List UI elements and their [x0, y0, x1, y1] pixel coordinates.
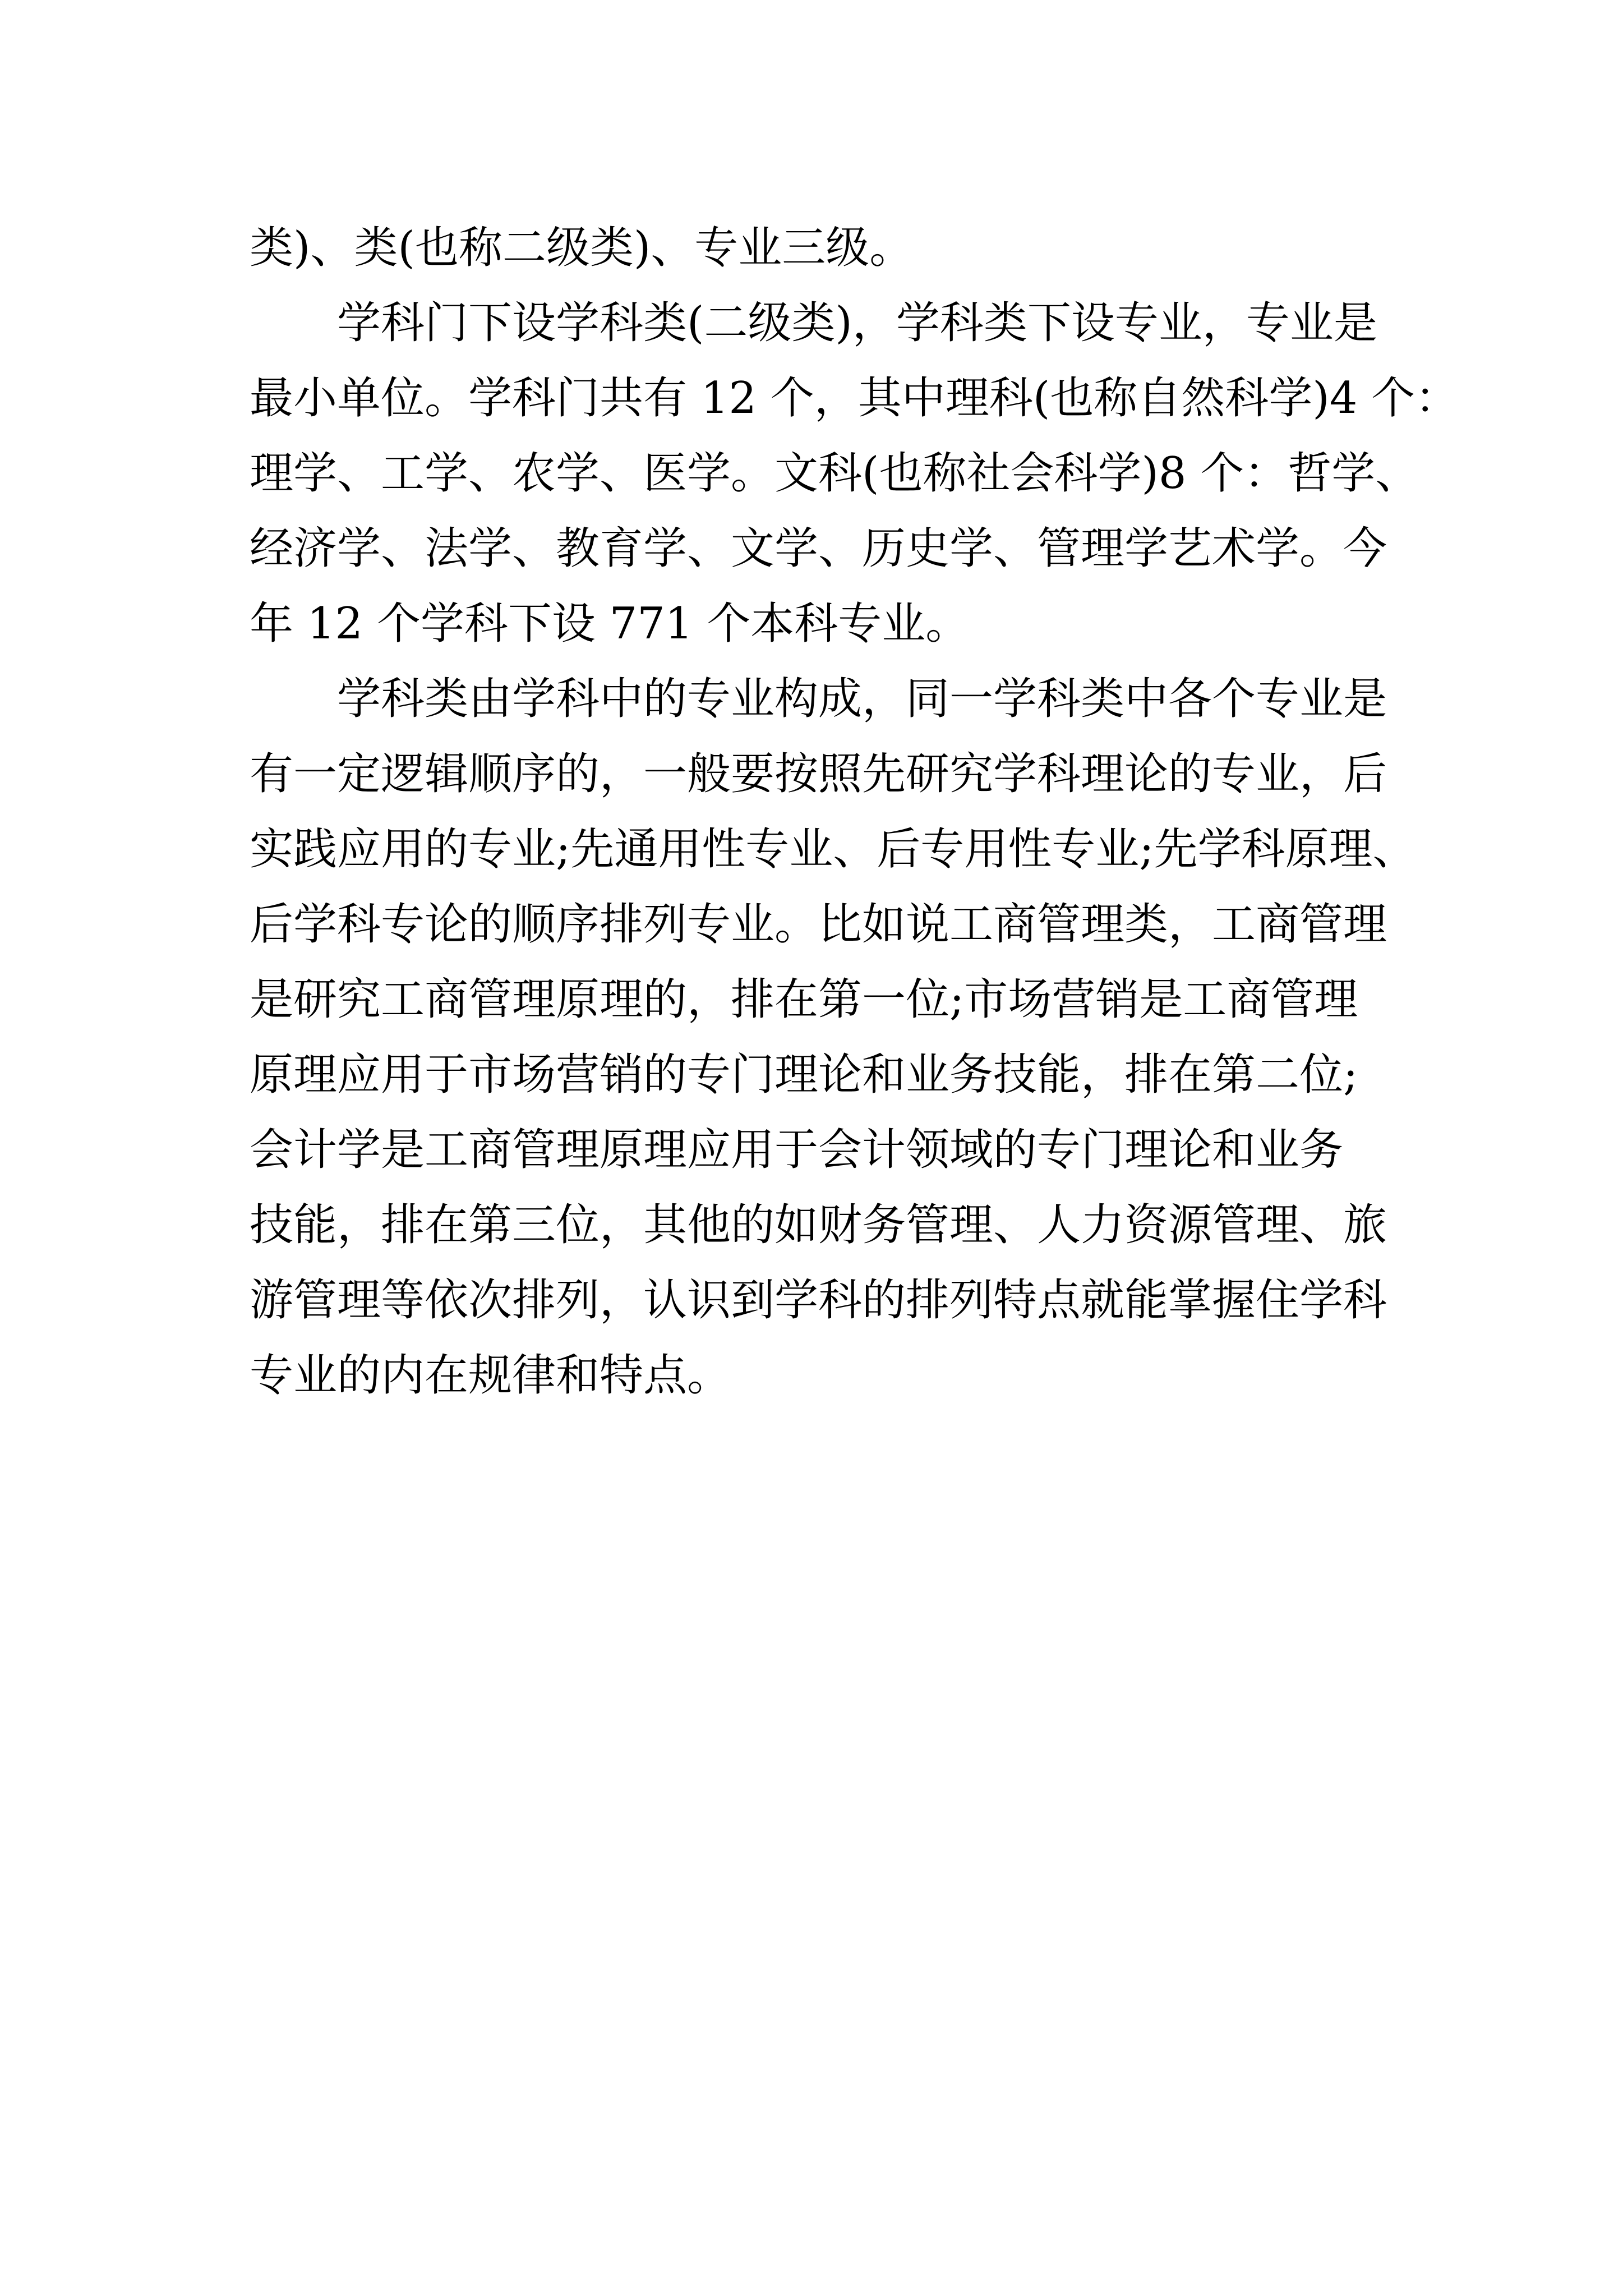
text-line: 有一定逻辑顺序的，一般要按照先研究学科理论的专业，后 [250, 749, 1387, 799]
text-line: 技能，排在第三位，其他的如财务管理、人力资源管理、旅 [250, 1200, 1387, 1250]
text-line: 专业的内在规律和特点。 [250, 1350, 731, 1401]
paragraph-first-line: 学科门下设学科类(二级类)，学科类下设专业，专业是 [337, 298, 1377, 348]
text-line: 原理应用于市场营销的专门理论和业务技能，排在第二位; [250, 1050, 1358, 1100]
text-line: 游管理等依次排列，认识到学科的排列特点就能掌握住学科 [250, 1275, 1387, 1326]
text-line: 后学科专论的顺序排列专业。比如说工商管理类，工商管理 [250, 899, 1387, 950]
text-line: 是研究工商管理原理的，排在第一位;市场营销是工商管理 [250, 974, 1358, 1025]
text-line: 类)、类(也称二级类)、专业三级。 [250, 223, 914, 273]
text-line: 年 12 个学科下设 771 个本科专业。 [250, 599, 970, 649]
text-line: 最小单位。学科门共有 12 个，其中理科(也称自然科学)4 个： [250, 373, 1459, 424]
text-line: 实践应用的专业;先通用性专业、后专用性专业;先学科原理、 [250, 824, 1417, 875]
paragraph-first-line: 学科类由学科中的专业构成，同一学科类中各个专业是 [337, 674, 1387, 724]
text-line: 经济学、法学、教育学、文学、历史学、管理学艺术学。今 [250, 523, 1387, 574]
text-line: 理学、工学、农学、医学。文科(也称社会科学)8 个：哲学、 [250, 448, 1419, 499]
document-body [250, 210, 1459, 1413]
text-line: 会计学是工商管理原理应用于会计领域的专门理论和业务 [250, 1125, 1344, 1175]
